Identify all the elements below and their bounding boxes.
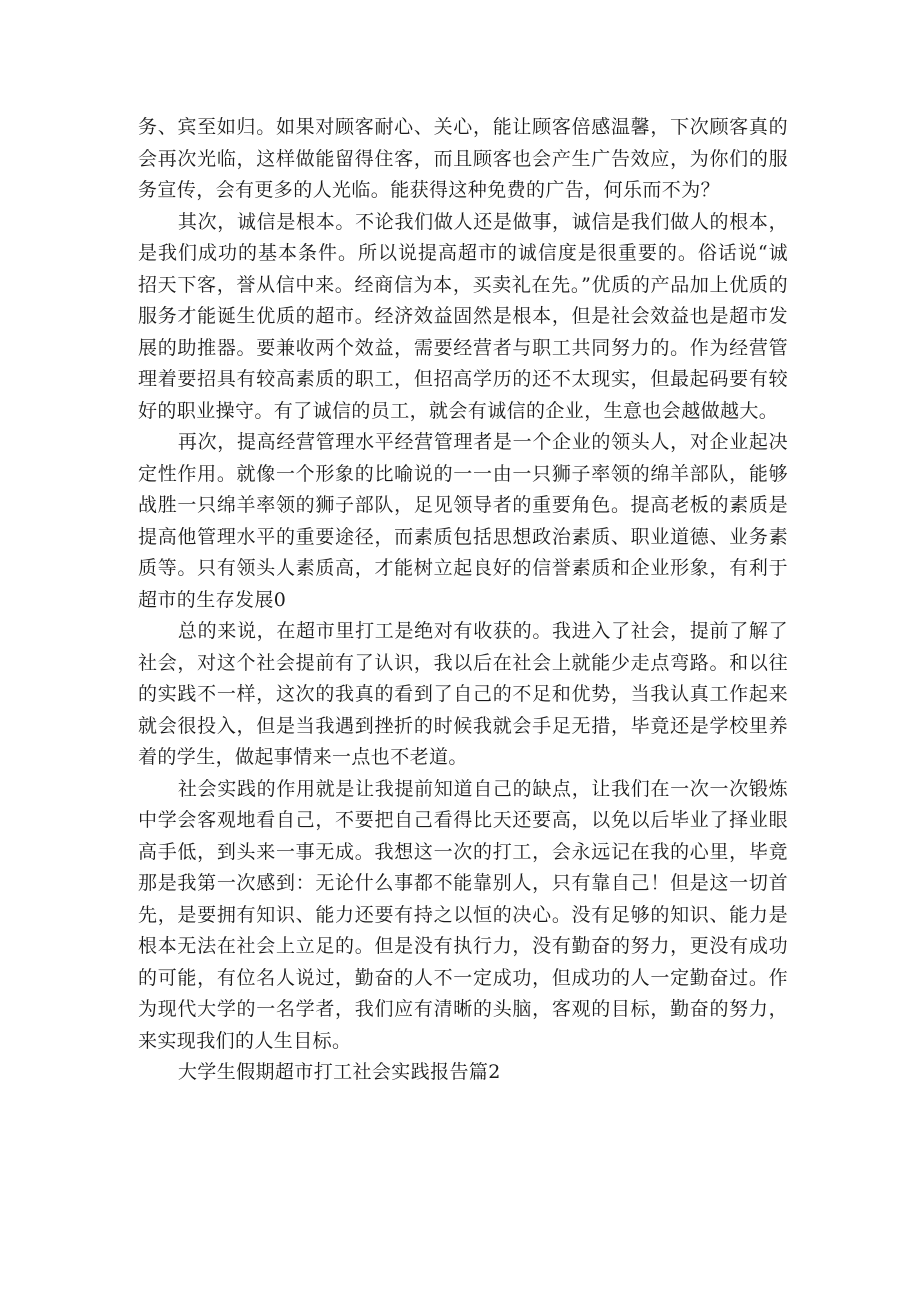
paragraph-integrity: 其次，诚信是根本。不论我们做人还是做事，诚信是我们做人的根本，是我们成功的基本条件。所以说提高超市的诚信度是很重要的。俗话说“诚招天下客，誉从信中来。经商信为本，买卖礼在先。”优质的产品加上优质的服务才能诞生优质的超市。经济效益固然是根本，但是社会效益也是超市发展的助推器。要兼收两个效益，需要经营者与职工共同努力的。作为经营管理着要招具有较高素质的职工，但招高学历的还不太现实，但最起码要有较好的职业操守。有了诚信的员工，就会有诚信的企业，生意也会越做越大。 [138,210,788,422]
section-heading: 大学生假期超市打工社会实践报告篇2 [177,1061,501,1083]
paragraph-practice-value: 社会实践的作用就是让我提前知道自己的缺点，让我们在一次一次锻炼中学会客观地看自己，不要把自己看得比天还要高，以免以后毕业了择业眼高手低，到头来一事无成。我想这一次的打工，会永远记在我的心里，毕竟那是我第一次感到：无论什么事都不能靠别人，只有靠自己！但是这一切首先，是要拥有知识、能力还要有持之以恒的决心。没有足够的知识、能力是根本无法在社会上立足的。但是没有执行力，没有勤奋的努力，更没有成功的可能，有位名人说过，勤奋的人不一定成功，但成功的人一定勤奋过。作为现代大学的一名学者，我们应有清晰的头脑，客观的目标，勤奋的努力，来实现我们的人生目标。 [138,777,788,1052]
document-body [138,112,788,1089]
paragraph-management: 再次，提高经营管理水平经营管理者是一个企业的领头人，对企业起决定性作用。就像一个形象的比喻说的一一由一只狮子率领的绵羊部队，能够战胜一只绵羊率领的狮子部队，足见领导者的重要角色。提高老板的素质是提高他管理水平的重要途径，而素质包括思想政治素质、职业道德、业务素质等。只有领头人素质高，才能树立起良好的信誉素质和企业形象，有利于超市的生存发展0 [138,431,788,611]
paragraph-continuation: 务、宾至如归。如果对顾客耐心、关心，能让顾客倍感温馨，下次顾客真的会再次光临，这样做能留得住客，而且顾客也会产生广告效应，为你们的服务宣传，会有更多的人光临。能获得这种免费的广告，何乐而不为？ [138,116,788,201]
paragraph-summary: 总的来说，在超市里打工是绝对有收获的。我进入了社会，提前了解了社会，对这个社会提前有了认识，我以后在社会上就能少走点弯路。和以往的实践不一样，这次的我真的看到了自己的不足和优势，当我认真工作起来就会很投入，但是当我遇到挫折的时候我就会手足无措，毕竟还是学校里养着的学生，做起事情来一点也不老道。 [138,620,788,768]
